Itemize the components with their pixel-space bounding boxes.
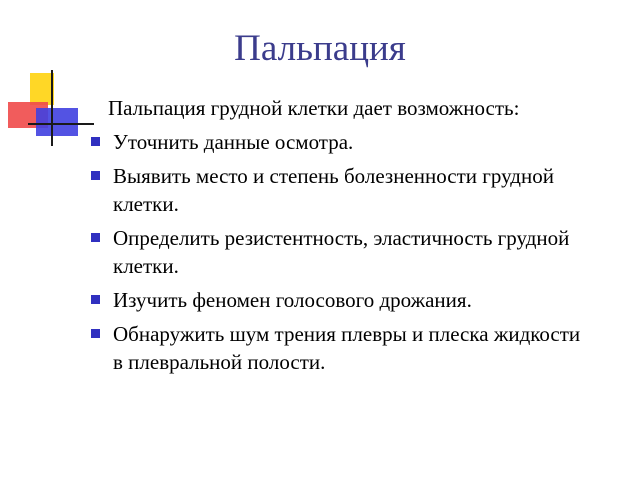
square-bullet-icon: [91, 171, 100, 180]
bullet-text: Изучить феномен голосового дрожания.: [113, 288, 472, 312]
square-bullet-icon: [91, 233, 100, 242]
intro-text: Пальпация грудной клетки дает возможность:: [108, 96, 520, 120]
bullet-text: Обнаружить шум трения плевры и плеска жидкости в плевральной полости.: [113, 322, 581, 374]
bullet-item: [88, 224, 588, 280]
bullet-text: Определить резистентность, эластичность грудной клетки.: [113, 226, 570, 278]
slide-title: Пальпация: [234, 28, 406, 69]
bullet-item: [88, 320, 588, 376]
logo-horizontal-line: [28, 123, 94, 125]
bullet-item: [88, 286, 588, 314]
bullet-text: Выявить место и степень болезненности грудной клетки.: [113, 164, 554, 216]
square-bullet-icon: [91, 295, 100, 304]
bullet-text: Уточнить данные осмотра.: [113, 130, 354, 154]
square-bullet-icon: [91, 137, 100, 146]
logo-blue-square: [36, 108, 78, 136]
bullet-item: [88, 128, 588, 156]
bullet-item: [88, 162, 588, 218]
square-bullet-icon: [91, 329, 100, 338]
bullet-list: [88, 128, 588, 382]
logo-vertical-line: [51, 70, 53, 146]
decorative-logo-icon: [0, 0, 100, 150]
